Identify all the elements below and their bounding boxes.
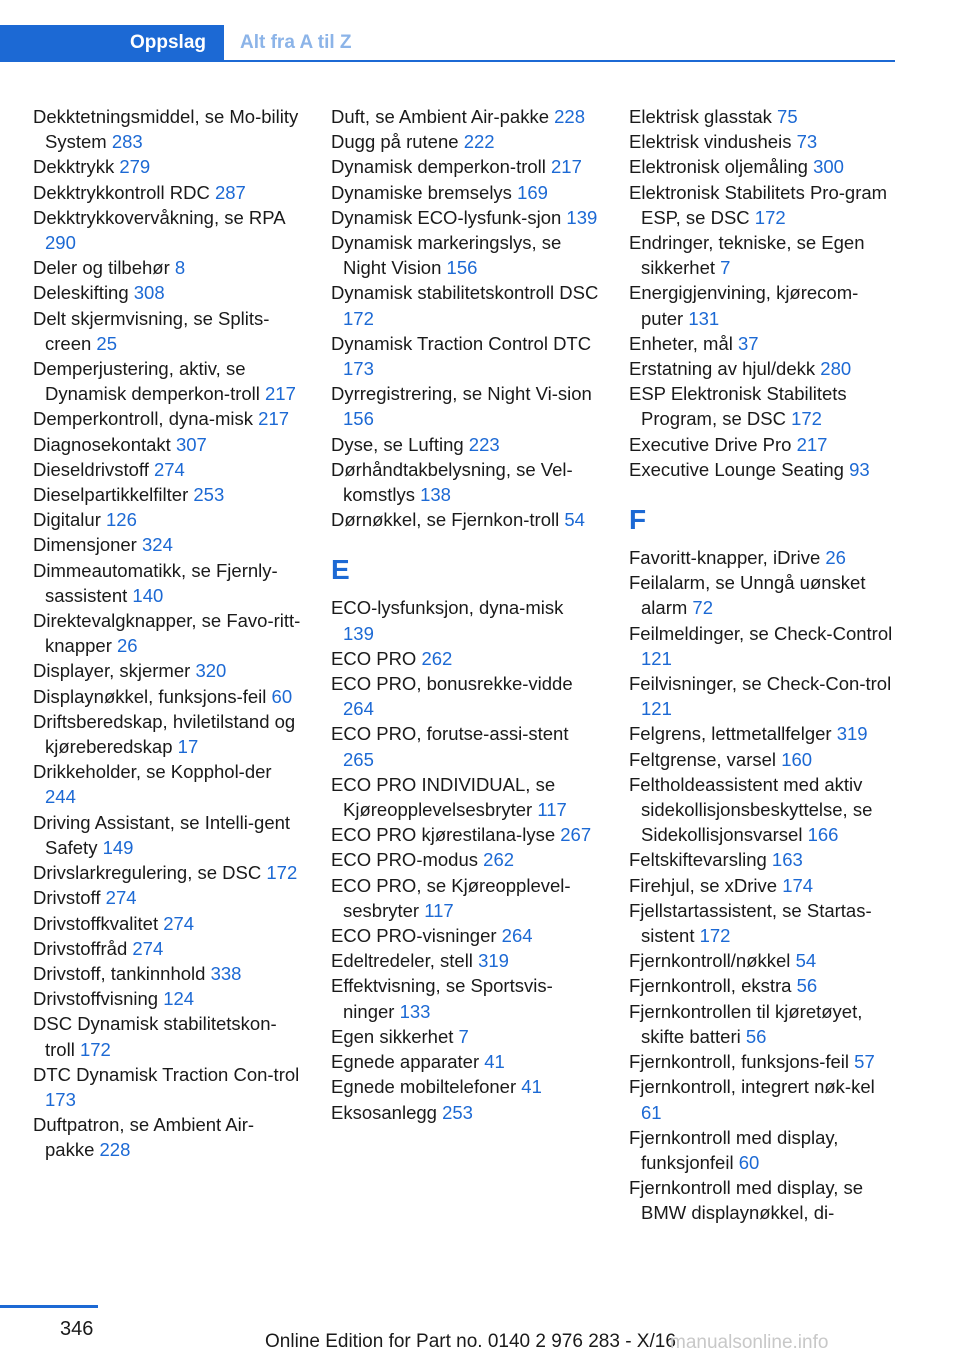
index-entry-text: Eksosanlegg bbox=[331, 1101, 443, 1123]
index-entry bbox=[629, 356, 897, 381]
page-link[interactable]: 307 bbox=[175, 433, 207, 455]
page-link[interactable]: 126 bbox=[106, 509, 137, 531]
index-entry-text: Elektrisk glasstak bbox=[629, 106, 778, 127]
index-entry bbox=[33, 457, 301, 482]
index-entry bbox=[33, 180, 301, 205]
index-entry bbox=[33, 759, 301, 809]
index-entry bbox=[629, 457, 897, 482]
index-entry bbox=[331, 280, 599, 330]
index-entry-text: Fjernkontroll, ekstra bbox=[629, 975, 797, 997]
section-letter: F bbox=[629, 503, 647, 535]
page-link[interactable]: 244 bbox=[45, 786, 76, 808]
page-link[interactable]: 117 bbox=[424, 899, 454, 921]
index-entry bbox=[629, 104, 897, 129]
index-entry-text: Dynamisk demperkon-troll bbox=[331, 156, 552, 178]
index-entry bbox=[629, 747, 897, 772]
page-link[interactable]: 25 bbox=[96, 332, 117, 354]
index-entry bbox=[331, 595, 599, 645]
index-entry-text: Drikkeholder, se Kopphol-der bbox=[33, 761, 272, 783]
index-entry-text: Felgrens, lettmetallfelger bbox=[629, 723, 837, 745]
index-entry bbox=[629, 381, 897, 431]
page-link[interactable]: 26 bbox=[825, 547, 846, 569]
page-link[interactable]: 149 bbox=[102, 836, 134, 858]
index-entry bbox=[331, 646, 599, 671]
index-entry-text: Dekktrykk bbox=[33, 156, 120, 178]
index-entry-text: ECO PRO INDIVIDUAL, se Kjøreopplevelsesbryter bbox=[331, 773, 556, 821]
index-entry bbox=[33, 608, 301, 658]
index-entry bbox=[331, 1049, 599, 1074]
index-entry bbox=[629, 621, 897, 671]
index-entry bbox=[33, 1011, 301, 1061]
index-entry bbox=[33, 936, 301, 961]
page-link[interactable]: 217 bbox=[265, 383, 296, 405]
index-entry-text: Elektrisk vindusheis bbox=[629, 131, 797, 153]
index-entry bbox=[331, 721, 599, 771]
index-entry bbox=[629, 230, 897, 280]
index-entry-text: ECO PRO, forutse-assi-stent bbox=[331, 723, 569, 745]
index-entry-text: Dynamisk stabilitetskontroll DSC bbox=[331, 282, 599, 304]
index-entry bbox=[33, 961, 301, 986]
index-entry bbox=[33, 885, 301, 910]
page-link[interactable]: 279 bbox=[119, 156, 151, 178]
index-entry bbox=[33, 406, 301, 431]
index-entry-text: Dimensjoner bbox=[33, 534, 142, 556]
index-column-2 bbox=[331, 104, 599, 1125]
page-link[interactable]: 173 bbox=[45, 1088, 76, 1110]
page-link[interactable]: 267 bbox=[560, 824, 592, 846]
index-entry-text: ECO PRO, se Kjøreopplevel-sesbryter bbox=[331, 874, 571, 921]
page-link[interactable]: 319 bbox=[478, 950, 509, 972]
page-link[interactable]: 264 bbox=[501, 925, 533, 947]
page-link[interactable]: 131 bbox=[688, 307, 720, 329]
page-link[interactable]: 173 bbox=[343, 358, 374, 380]
page-link[interactable]: 172 bbox=[266, 862, 298, 884]
page-link[interactable]: 228 bbox=[99, 1139, 131, 1161]
index-entry bbox=[331, 772, 599, 822]
index-entry-text: Delt skjermvisning, se Splits-creen bbox=[33, 307, 270, 354]
page-link[interactable]: 274 bbox=[153, 458, 185, 480]
index-entry bbox=[629, 432, 897, 457]
page-link[interactable]: 60 bbox=[738, 1151, 760, 1173]
index-entry bbox=[629, 1125, 897, 1175]
index-entry-text: ESP Elektronisk Stabilitets Program, se DSC bbox=[629, 383, 847, 430]
index-entry bbox=[629, 331, 897, 356]
index-entry-text: Duft, se Ambient Air-pakke bbox=[331, 106, 555, 127]
page-link[interactable]: 7 bbox=[458, 1025, 469, 1047]
page-link[interactable]: 139 bbox=[343, 622, 374, 644]
index-entry-text: ECO PRO, bonusrekke-vidde bbox=[331, 673, 573, 695]
page-link[interactable]: 139 bbox=[566, 206, 598, 228]
index-entry-text: Dørnøkkel, se Fjernkon-troll bbox=[331, 509, 565, 531]
index-entry bbox=[629, 898, 897, 948]
index-entry-text: Egnede mobiltelefoner bbox=[331, 1076, 522, 1098]
page-link[interactable]: 253 bbox=[193, 484, 225, 506]
index-entry bbox=[331, 973, 599, 1023]
index-entry-text: Fjernkontrollen til kjøretøyet, skifte batteri bbox=[629, 1000, 863, 1047]
index-entry-text: Feilvisninger, se Check-Con-trol bbox=[629, 673, 892, 695]
index-entry bbox=[629, 1074, 897, 1124]
index-entry bbox=[629, 721, 897, 746]
index-entry-text: ECO PRO kjørestilana-lyse bbox=[331, 824, 561, 846]
index-entry bbox=[331, 432, 599, 457]
index-entry-text: Fjernkontroll, integrert nøk-kel bbox=[629, 1076, 875, 1098]
page-link[interactable]: 287 bbox=[214, 181, 246, 203]
page-link[interactable]: 133 bbox=[399, 1000, 431, 1022]
index-entry bbox=[33, 482, 301, 507]
index-entry bbox=[33, 684, 301, 709]
index-entry bbox=[331, 331, 599, 381]
page-link[interactable]: 290 bbox=[45, 232, 76, 254]
index-entry-text: Dørhåndtakbelysning, se Vel-komstlys bbox=[331, 458, 573, 506]
index-entry-text: Drivstoff bbox=[33, 887, 106, 909]
index-entry-text: Demperjustering, aktiv, se Dynamisk demperkon-troll bbox=[33, 358, 266, 405]
page-link[interactable]: 56 bbox=[745, 1025, 767, 1047]
index-entry-text: Executive Lounge Seating bbox=[629, 458, 850, 480]
index-entry-text: Fjernkontroll med display, funksjonfeil bbox=[629, 1126, 839, 1173]
page-link[interactable]: 121 bbox=[641, 698, 672, 720]
index-entry-text: Fjernkontroll med display, se BMW displaynøkkel, di- bbox=[629, 1177, 864, 1224]
index-entry bbox=[331, 1024, 599, 1049]
index-entry bbox=[331, 104, 599, 129]
index-entry bbox=[331, 230, 599, 280]
index-entry-text: Feilalarm, se Unngå uønsket alarm bbox=[629, 572, 866, 619]
page-link[interactable]: 324 bbox=[142, 534, 173, 556]
page-link[interactable]: 169 bbox=[517, 181, 548, 203]
page-link[interactable]: 283 bbox=[111, 131, 143, 153]
index-entry-text: Elektronisk Stabilitets Pro-gram ESP, se DSC bbox=[629, 181, 888, 228]
index-entry bbox=[33, 356, 301, 406]
index-entry bbox=[331, 205, 599, 230]
page-link[interactable]: 172 bbox=[791, 408, 822, 430]
index-entry-text: Effektvisning, se Sportsvis-ninger bbox=[331, 975, 553, 1022]
index-entry bbox=[629, 1175, 897, 1225]
index-entry-text: DSC Dynamisk stabilitetskon-troll bbox=[33, 1013, 277, 1060]
page-link[interactable]: 41 bbox=[484, 1051, 505, 1073]
index-entry-text: Demperkontroll, dyna-misk bbox=[33, 408, 259, 430]
section-letter: E bbox=[331, 554, 350, 586]
index-entry-text: Edeltredeler, stell bbox=[331, 950, 479, 972]
page-link[interactable]: 217 bbox=[796, 433, 828, 455]
index-entry bbox=[629, 772, 897, 848]
page-link[interactable]: 172 bbox=[343, 307, 374, 329]
index-entry-text: Duftpatron, se Ambient Air-pakke bbox=[33, 1114, 255, 1161]
page-link[interactable]: 280 bbox=[820, 358, 852, 380]
index-entry bbox=[33, 1062, 301, 1112]
index-entry-text: Dyrregistrering, se Night Vi-sion bbox=[331, 383, 592, 405]
index-entry-text: Feltskiftevarsling bbox=[629, 849, 772, 871]
index-entry-text: Endringer, tekniske, se Egen sikkerhet bbox=[629, 232, 865, 279]
page-link[interactable]: 156 bbox=[446, 257, 478, 279]
index-entry bbox=[33, 532, 301, 557]
index-entry bbox=[331, 671, 599, 721]
page-link[interactable]: 262 bbox=[421, 647, 453, 669]
page-link[interactable]: 308 bbox=[133, 282, 165, 304]
index-entry bbox=[33, 810, 301, 860]
index-entry bbox=[629, 545, 897, 570]
index-entry-text: Executive Drive Pro bbox=[629, 433, 797, 455]
index-entry bbox=[331, 873, 599, 923]
index-entry-text: Drivstoff, tankinnhold bbox=[33, 962, 211, 984]
footer-accent-line bbox=[0, 1305, 98, 1308]
index-entry-text: Dieselpartikkelfilter bbox=[33, 484, 194, 506]
index-entry-text: ECO PRO bbox=[331, 647, 422, 669]
index-entry bbox=[33, 986, 301, 1011]
page-link[interactable]: 17 bbox=[177, 736, 199, 758]
index-entry bbox=[629, 948, 897, 973]
index-entry bbox=[33, 255, 301, 280]
index-entry bbox=[331, 822, 599, 847]
page-link[interactable]: 172 bbox=[699, 925, 731, 947]
index-entry bbox=[331, 381, 599, 431]
index-entry bbox=[331, 1100, 599, 1125]
index-entry-text: Driving Assistant, se Intelli-gent Safety bbox=[33, 811, 291, 858]
page-link[interactable]: 163 bbox=[771, 849, 803, 871]
page-link[interactable]: 217 bbox=[258, 408, 290, 430]
index-entry bbox=[33, 507, 301, 532]
index-entry bbox=[331, 1074, 599, 1099]
index-entry-text: Dieseldrivstoff bbox=[33, 458, 154, 480]
index-entry bbox=[33, 860, 301, 885]
page-link[interactable]: 274 bbox=[105, 887, 137, 909]
index-entry bbox=[629, 973, 897, 998]
index-entry-text: Dynamisk ECO-lysfunk-sjon bbox=[331, 206, 567, 228]
page-link[interactable]: 274 bbox=[163, 912, 195, 934]
page-link[interactable]: 223 bbox=[468, 433, 500, 455]
index-entry bbox=[33, 1112, 301, 1162]
page-link[interactable]: 262 bbox=[483, 849, 515, 871]
page-link[interactable]: 73 bbox=[796, 131, 818, 153]
index-entry-text: ECO PRO-modus bbox=[331, 849, 484, 871]
page-link[interactable]: 26 bbox=[117, 635, 138, 657]
page-link[interactable]: 56 bbox=[796, 975, 818, 997]
index-entry bbox=[629, 154, 897, 179]
page-link[interactable]: 37 bbox=[738, 332, 759, 354]
index-entry-text: Dyse, se Lufting bbox=[331, 433, 469, 455]
page-link[interactable]: 72 bbox=[692, 597, 713, 619]
index-entry-text: Diagnosekontakt bbox=[33, 433, 176, 455]
index-entry bbox=[331, 948, 599, 973]
index-entry bbox=[331, 129, 599, 154]
index-entry-text: Drivslarkregulering, se DSC bbox=[33, 862, 267, 884]
index-entry bbox=[629, 180, 897, 230]
index-entry bbox=[33, 104, 301, 154]
index-entry-text: Dynamisk markeringslys, se Night Vision bbox=[331, 232, 562, 279]
index-entry-text: Feltgrense, varsel bbox=[629, 748, 782, 770]
index-entry bbox=[629, 999, 897, 1049]
index-entry bbox=[33, 432, 301, 457]
page-link[interactable]: 274 bbox=[132, 937, 164, 959]
index-entry-text: Egnede apparater bbox=[331, 1051, 485, 1073]
index-column-1 bbox=[33, 104, 301, 1163]
index-entry bbox=[331, 847, 599, 872]
index-entry-text: Egen sikkerhet bbox=[331, 1025, 459, 1047]
index-entry bbox=[331, 923, 599, 948]
index-entry bbox=[629, 280, 897, 330]
page-link[interactable]: 54 bbox=[564, 509, 585, 531]
page-link[interactable]: 320 bbox=[195, 660, 227, 682]
page-link[interactable]: 319 bbox=[836, 723, 868, 745]
index-entry-text: Dynamisk Traction Control DTC bbox=[331, 332, 592, 354]
page-link[interactable]: 60 bbox=[271, 685, 293, 707]
index-entry-text: Drivstoffråd bbox=[33, 937, 133, 959]
tab-alt-fra-a-til-z[interactable]: Alt fra A til Z bbox=[240, 32, 352, 53]
index-entry-text: Dekktrykkovervåkning, se RPA bbox=[33, 206, 285, 228]
page-link[interactable]: 54 bbox=[795, 950, 817, 972]
index-entry-text: ECO PRO-visninger bbox=[331, 925, 502, 947]
index-entry-text: Direktevalgknapper, se Favo-ritt-knapper bbox=[33, 610, 301, 657]
page-link[interactable]: 138 bbox=[420, 484, 451, 506]
page-link[interactable]: 156 bbox=[343, 408, 374, 430]
index-entry bbox=[629, 847, 897, 872]
index-entry-text: Firehjul, se xDrive bbox=[629, 874, 783, 896]
header-bar bbox=[0, 0, 895, 62]
page-link[interactable]: 57 bbox=[854, 1051, 875, 1073]
page-link[interactable]: 41 bbox=[521, 1076, 542, 1098]
index-entry-text: ECO-lysfunksjon, dyna-misk bbox=[331, 597, 564, 619]
index-entry bbox=[33, 709, 301, 759]
index-entry bbox=[629, 129, 897, 154]
page-link[interactable]: 121 bbox=[641, 647, 672, 669]
index-entry-text: Deler og tilbehør bbox=[33, 257, 175, 279]
page-link[interactable]: 264 bbox=[343, 698, 374, 720]
index-entry bbox=[331, 154, 599, 179]
page-link[interactable]: 300 bbox=[813, 156, 844, 178]
page-link[interactable]: 117 bbox=[537, 799, 567, 821]
page-link[interactable]: 228 bbox=[554, 106, 586, 127]
index-entry bbox=[629, 1049, 897, 1074]
page-link[interactable]: 140 bbox=[132, 584, 164, 606]
index-entry-text: Erstatning av hjul/dekk bbox=[629, 358, 821, 380]
index-entry-text: Feltholdeassistent med aktiv sidekollisjonsbeskyttelse, se Sidekollisjonsvarsel bbox=[629, 773, 873, 846]
page-link[interactable]: 8 bbox=[174, 257, 186, 279]
index-entry bbox=[629, 671, 897, 721]
index-entry-text: Fjellstartassistent, se Startas-sistent bbox=[629, 899, 872, 947]
page-link[interactable]: 217 bbox=[551, 156, 582, 178]
index-entry-text: Elektronisk oljemåling bbox=[629, 156, 814, 178]
page-link[interactable]: 265 bbox=[343, 748, 374, 770]
index-entry bbox=[629, 873, 897, 898]
watermark: manualsonline.info bbox=[670, 1332, 829, 1353]
page-link[interactable]: 75 bbox=[777, 106, 798, 127]
index-entry-text: Dugg på rutene bbox=[331, 131, 464, 153]
index-entry-text: DTC Dynamisk Traction Con-trol bbox=[33, 1063, 300, 1085]
index-entry-text: Dynamiske bremselys bbox=[331, 181, 518, 203]
page-link[interactable]: 222 bbox=[463, 131, 495, 153]
page-link[interactable]: 93 bbox=[849, 458, 870, 480]
page-link[interactable]: 174 bbox=[782, 874, 814, 896]
page-link[interactable]: 166 bbox=[807, 824, 839, 846]
index-entry bbox=[33, 558, 301, 608]
index-entry-text: Energigjenvining, kjørecom-puter bbox=[629, 282, 859, 329]
index-entry-text: Dekktrykkontroll RDC bbox=[33, 181, 215, 203]
page-link[interactable]: 172 bbox=[79, 1038, 111, 1060]
index-entry bbox=[33, 154, 301, 179]
index-entry bbox=[33, 306, 301, 356]
index-entry-text: Digitalur bbox=[33, 509, 106, 531]
index-entry bbox=[331, 457, 599, 507]
page-link[interactable]: 172 bbox=[754, 206, 786, 228]
index-entry-text: Deleskifting bbox=[33, 282, 134, 304]
index-entry-text: Favoritt-knapper, iDrive bbox=[629, 547, 826, 569]
edition-text: Online Edition for Part no. 0140 2 976 283 - X/16 bbox=[265, 1331, 676, 1352]
page-number: 346 bbox=[60, 1318, 94, 1340]
index-entry bbox=[33, 658, 301, 683]
index-entry-text: Dekktetningsmiddel, se Mo-bility System bbox=[33, 106, 299, 153]
index-entry bbox=[33, 280, 301, 305]
index-column-3 bbox=[629, 104, 897, 1226]
index-entry bbox=[33, 911, 301, 936]
header-divider bbox=[0, 60, 895, 62]
index-entry-text: Enheter, mål bbox=[629, 332, 739, 354]
page-link[interactable]: 61 bbox=[641, 1101, 662, 1123]
index-entry-text: Driftsberedskap, hviletilstand og kjøreberedskap bbox=[33, 710, 296, 758]
index-entry-text: Displayer, skjermer bbox=[33, 660, 196, 682]
page-link[interactable]: 338 bbox=[210, 962, 242, 984]
index-entry bbox=[629, 570, 897, 620]
page-link[interactable]: 253 bbox=[442, 1101, 473, 1123]
page-link[interactable]: 124 bbox=[163, 988, 195, 1010]
index-entry-text: Drivstoffvisning bbox=[33, 988, 164, 1010]
index-entry bbox=[33, 205, 301, 255]
index-entry-text: Feilmeldinger, se Check-Control bbox=[629, 622, 893, 644]
page-link[interactable]: 7 bbox=[720, 257, 731, 279]
index-entry-text: Displaynøkkel, funksjons-feil bbox=[33, 685, 272, 707]
page-link[interactable]: 160 bbox=[781, 748, 813, 770]
tab-oppslag[interactable]: Oppslag bbox=[0, 25, 224, 60]
index-entry-text: Dimmeautomatikk, se Fjernly-sassistent bbox=[33, 559, 278, 606]
index-entry-text: Drivstoffkvalitet bbox=[33, 912, 164, 934]
index-entry bbox=[331, 180, 599, 205]
index-entry-text: Fjernkontroll/nøkkel bbox=[629, 950, 796, 972]
index-entry bbox=[331, 507, 599, 532]
index-entry-text: Fjernkontroll, funksjons-feil bbox=[629, 1051, 855, 1073]
